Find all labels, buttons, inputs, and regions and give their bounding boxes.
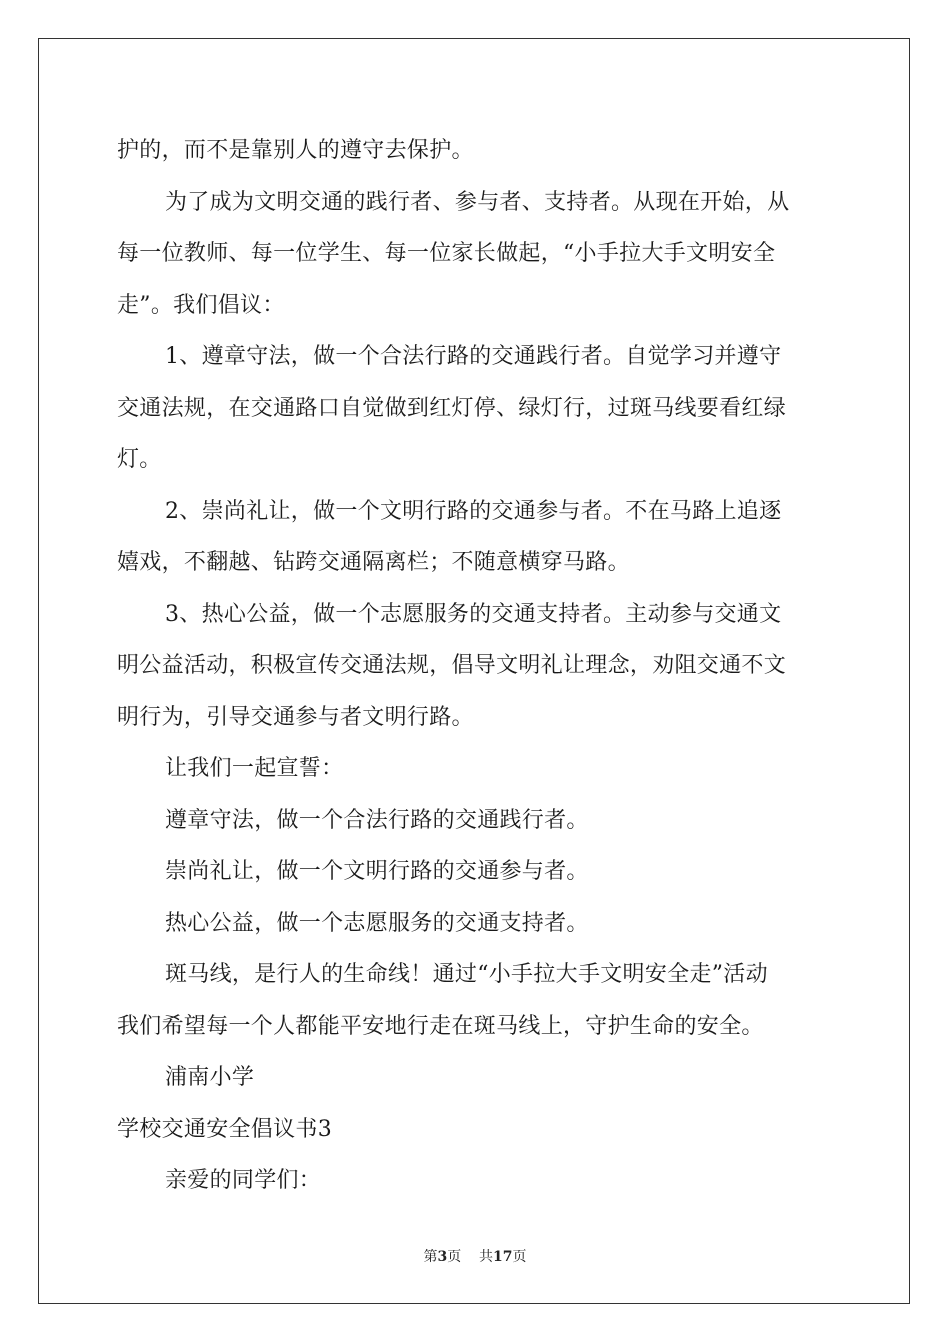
signature-line: 浦南小学	[165, 1065, 255, 1090]
text-line: 3、热心公益，做一个志愿服务的交通支持者。主动参与交通文	[165, 601, 782, 627]
text-line: 斑马线，是行人的生命线！通过“小手拉大手文明安全走”活动	[165, 962, 768, 987]
page-footer	[0, 1246, 950, 1266]
section-title: 学校交通安全倡议书3	[117, 1116, 332, 1142]
text-line: 每一位教师、每一位学生、每一位家长做起，“小手拉大手文明安全	[117, 241, 776, 266]
text-line: 遵章守法，做一个合法行路的交通践行者。	[165, 807, 589, 833]
page-prefix: 第	[423, 1249, 438, 1265]
text-line: 交通法规，在交通路口自觉做到红灯停、绿灯行，过斑马线要看红绿	[117, 395, 787, 421]
text-line: 崇尚礼让，做一个文明行路的交通参与者。	[165, 859, 589, 884]
text-line: 灯。	[117, 447, 162, 472]
text-line: 为了成为文明交通的践行者、参与者、支持者。从现在开始，从	[165, 189, 790, 215]
text-line: 热心公益，做一个志愿服务的交通支持者。	[165, 910, 589, 936]
total-suffix: 页	[512, 1249, 527, 1265]
text-line: 2、崇尚礼让，做一个文明行路的交通参与者。不在马路上追逐	[165, 498, 782, 524]
total-pages: 17	[493, 1249, 513, 1265]
salutation-line: 亲爱的同学们：	[165, 1168, 322, 1193]
page-number: 3	[437, 1249, 448, 1265]
document-body	[117, 125, 837, 1207]
text-line: 我们希望每一个人都能平安地行走在斑马线上，守护生命的安全。	[117, 1013, 764, 1039]
text-line: 明公益活动，积极宣传交通法规，倡导文明礼让理念，劝阻交通不文	[117, 653, 787, 678]
text-line: 走”。我们倡议：	[117, 292, 285, 318]
text-line: 1、遵章守法，做一个合法行路的交通践行者。自觉学习并遵守	[165, 344, 782, 369]
text-line: 护的，而不是靠别人的遵守去保护。	[117, 138, 474, 163]
text-line: 让我们一起宣誓：	[165, 756, 344, 781]
text-line: 明行为，引导交通参与者文明行路。	[117, 704, 474, 730]
text-line: 嬉戏，不翻越、钻跨交通隔离栏；不随意横穿马路。	[117, 550, 630, 575]
total-prefix: 共	[479, 1249, 494, 1265]
page-suffix: 页	[447, 1249, 462, 1265]
